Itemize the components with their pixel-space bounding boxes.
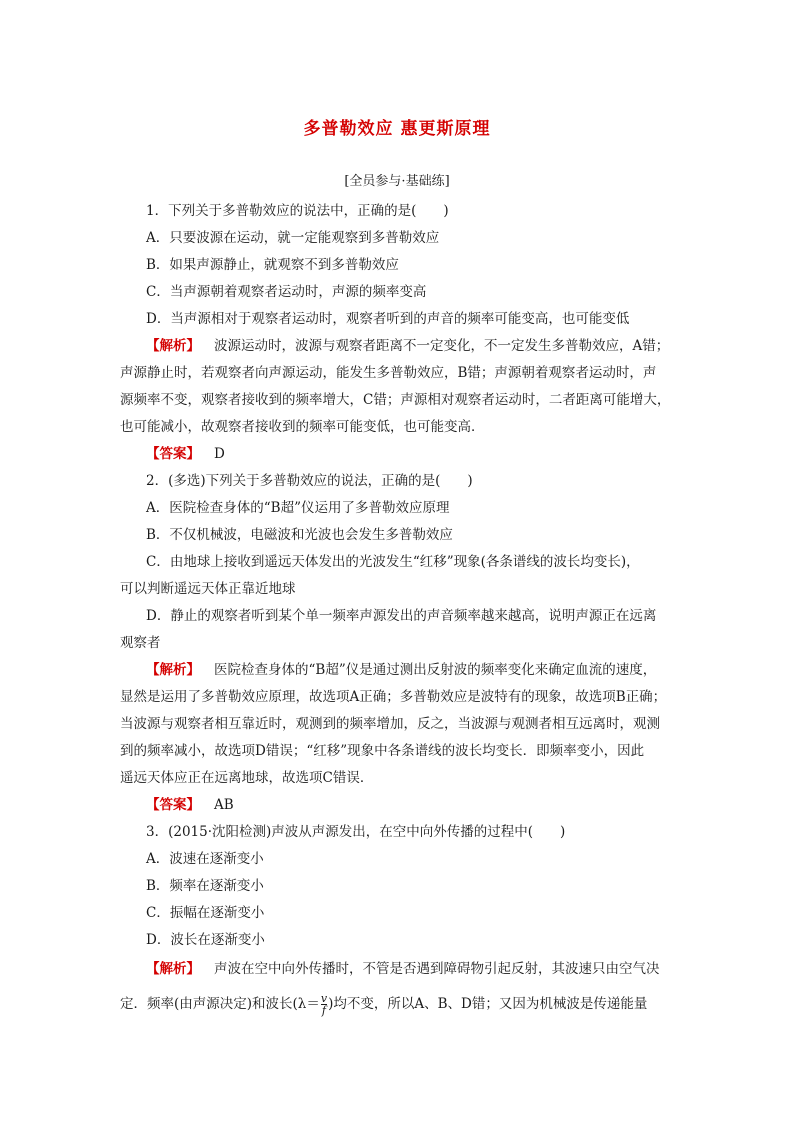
question-2-analysis-line: 遥远天体应正在远离地球，故选项C错误． xyxy=(120,770,374,786)
analysis-label: 【解析】 xyxy=(146,662,200,678)
question-3-option-d: D．波长在逐渐变小 xyxy=(146,932,265,948)
question-2-analysis-line: 当波源与观察者相互靠近时，观测到的频率增加，反之，当波源与观测者相互远离时，观测 xyxy=(120,716,660,732)
question-1-option-c: C．当声源朝着观察者运动时，声源的频率变高 xyxy=(146,284,427,300)
answer-text: D xyxy=(214,446,225,462)
question-1-stem: 1．下列关于多普勒效应的说法中，正确的是( ) xyxy=(146,203,449,219)
page-title: 多普勒效应 惠更斯原理 xyxy=(303,119,491,139)
question-2-option-d: D．静止的观察者听到某个单一频率声源发出的声音频率越来越高，说明声源正在远离 xyxy=(146,608,657,624)
question-1-option-d: D．当声源相对于观察者运动时，观察者听到的声音的频率可能变高，也可能变低 xyxy=(146,311,630,327)
analysis-text: 波源运动时，波源与观察者距离不一定变化，不一定发生多普勒效应，A错； xyxy=(214,338,670,354)
question-1-option-a: A．只要波源在运动，就一定能观察到多普勒效应 xyxy=(146,230,440,246)
question-1-analysis-line xyxy=(146,334,706,354)
question-3-option-c: C．振幅在逐渐变小 xyxy=(146,905,265,921)
question-1-analysis-line: 声源静止时，若观察者向声源运动，能发生多普勒效应，B错；声源朝着观察者运动时，声 xyxy=(120,365,657,381)
analysis-text: 医院检查身体的“B超”仪是通过测出反射波的频率变化来确定血流的速度， xyxy=(214,662,657,678)
fraction-numerator: v xyxy=(320,992,328,1005)
question-3-stem: 3．(2015·沈阳检测)声波从声源发出，在空中向外传播的过程中( ) xyxy=(146,824,566,840)
answer-text: AB xyxy=(214,797,234,813)
question-3-option-a: A．波速在逐渐变小 xyxy=(146,851,264,867)
question-1-analysis-line: 也可能减小，故观察者接收到的频率可能变低，也可能变高． xyxy=(120,419,485,435)
analysis-label: 【解析】 xyxy=(146,338,200,354)
question-3-analysis-line xyxy=(146,957,706,977)
question-3-analysis-line xyxy=(120,992,680,1016)
question-2-option-c-cont: 可以判断遥远天体正靠近地球 xyxy=(120,581,296,597)
question-2-stem: 2．(多选)下列关于多普勒效应的说法，正确的是( ) xyxy=(146,473,473,489)
fraction-denominator: f xyxy=(321,1004,326,1017)
question-2-option-c: C．由地球上接收到遥远天体发出的光波发生“红移”现象(各条谱线的波长均变长)， xyxy=(146,554,640,570)
section-heading: [全员参与·基础练] xyxy=(344,174,450,189)
analysis-text: )均不变，所以A、B、D错；又因为机械波是传递能量 xyxy=(328,996,648,1012)
answer-label: 【答案】 xyxy=(146,797,200,813)
analysis-text: 声波在空中向外传播时，不管是否遇到障碍物引起反射，其波速只由空气决 xyxy=(214,961,660,977)
fraction xyxy=(321,993,327,1016)
analysis-text: 定．频率(由声源决定)和波长(λ＝ xyxy=(120,996,320,1012)
question-1-answer-line xyxy=(146,442,706,462)
question-2-analysis-line xyxy=(146,658,706,678)
question-1-analysis-line: 源频率不变，观察者接收到的频率增大，C错；声源相对观察者运动时，二者距离可能增大， xyxy=(120,392,671,408)
question-3-option-b: B．频率在逐渐变小 xyxy=(146,878,264,894)
question-2-analysis-line: 显然是运用了多普勒效应原理，故选项A正确；多普勒效应是波特有的现象，故选项B正确； xyxy=(120,689,667,705)
question-1-option-b: B．如果声源静止，就观察不到多普勒效应 xyxy=(146,257,399,273)
question-2-analysis-line: 到的频率减小，故选项D错误；“红移”现象中各条谱线的波长均变长．即频率变小，因此 xyxy=(120,743,645,759)
answer-label: 【答案】 xyxy=(146,446,200,462)
question-2-option-d-cont: 观察者 xyxy=(120,635,161,651)
analysis-label: 【解析】 xyxy=(146,961,200,977)
question-2-option-a: A．医院检查身体的“B超”仪运用了多普勒效应原理 xyxy=(146,500,450,516)
question-2-option-b: B．不仅机械波，电磁波和光波也会发生多普勒效应 xyxy=(146,527,453,543)
question-2-answer-line xyxy=(146,793,706,813)
